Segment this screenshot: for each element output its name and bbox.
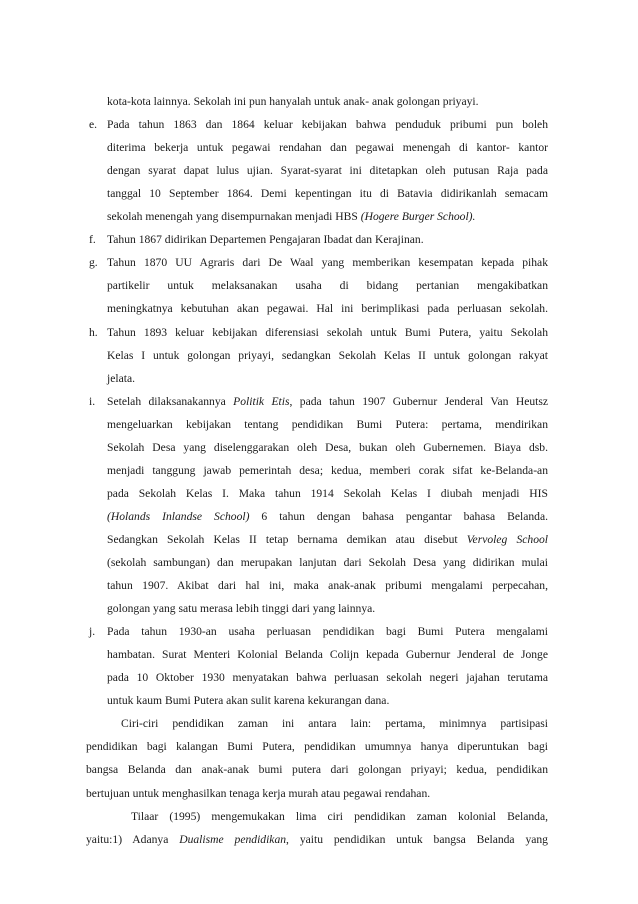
list-item-line [107,211,548,223]
text-run: kota-kota lainnya. Sekolah ini pun hanyalah untuk anak- anak golongan priyayi. [107,95,479,108]
italic-term: Dualisme pendidikan [179,832,287,846]
list-item-line [107,557,548,569]
text-run: untuk kaum Bumi Putera akan sulit karena kekurangan dana. [107,694,390,708]
list-item-line [107,257,548,269]
text-run: (sekolah sambungan) dan merupakan lanjutan dari Sekolah Desa yang didirikan mulai [107,556,548,569]
italic-term: (Hogere Burger School). [360,210,476,224]
text-run: yaitu:1) Adanya [86,832,180,846]
list-item-line [107,488,548,500]
text-run: Tilaar (1995) mengemukakan lima ciri pendidikan zaman kolonial Belanda, [131,809,548,823]
text-run: tanggal 10 September 1864. Demi kepentingan itu di Batavia didirikanlah semacam [107,187,548,201]
text-run: bertujuan untuk menghasilkan tenaga kerja murah atau pegawai rendahan. [86,786,431,800]
list-item-line [107,280,548,292]
text-run: dengan syarat dapat lulus ujian. Syarat-syarat ini ditetapkan oleh putusan Raja pada [107,164,548,178]
list-item-line [107,119,548,131]
text-run: Tahun 1893 keluar kebijakan diferensiasi sekolah untuk Bumi Putera, yaitu Sekolah [107,325,548,339]
list-item-line [107,188,548,200]
text-run: menjadi tanggung jawab pemerintah desa; kedua, memberi corak sifat ke-Belanda-an [107,463,548,477]
list-item-line [107,534,548,546]
list-item-line [107,603,548,615]
list-item-label: h. [89,325,98,339]
text-run: meningkatnya kebutuhan akan pegawai. Hal ini berimplikasi pada perluasan sekolah. [107,302,548,316]
list-item-line [107,695,548,707]
list-item-line [107,419,548,431]
paragraph-line [86,834,548,846]
list-item-line [107,373,548,385]
text-run: pada 10 Oktober 1930 menyatakan bahwa perluasan sekolah negeri jajahan terutama [107,671,548,685]
list-item-line [107,96,548,108]
text-run: diterima bekerja untuk pegawai rendahan dan pegawai menengah di kantor- kantor [107,141,548,155]
text-run: tahun 1907. Akibat dari hal ini, maka anak-anak pribumi mengalami perpecahan, [107,579,548,593]
text-run: Tahun 1867 didirikan Departemen Pengajaran Ibadat dan Kerajinan. [107,233,424,247]
list-item-line [107,465,548,477]
text-run: , pada tahun 1907 Gubernur Jenderal Van Heutsz [289,394,549,408]
paragraph-line [86,764,548,776]
list-item-line [107,234,548,246]
text-run: Tahun 1870 UU Agraris dari De Waal yang memberikan kesempatan kepada pihak [107,256,548,270]
list-item-label: f. [89,233,96,247]
text-run: Ciri-ciri pendidikan zaman ini antara lain: pertama, minimnya partisipasi [121,717,548,731]
text-run: jelata. [107,371,135,385]
italic-term: Vervoleg School [466,532,549,546]
text-run: 6 tahun dengan bahasa pengantar bahasa Belanda. [249,509,548,523]
text-run: hambatan. Surat Menteri Kolonial Belanda Colijn kepada Gubernur Jenderal de Jonge [107,648,548,662]
list-item-line [107,327,548,339]
text-run: pada Sekolah Kelas I. Maka tahun 1914 Sekolah Kelas I diubah menjadi HIS [107,486,548,500]
list-item-line [107,511,548,523]
text-run: Kelas I untuk golongan priyayi, sedangkan Sekolah Kelas II untuk golongan rakyat [107,348,548,362]
text-run: Pada tahun 1930-an usaha perluasan pendidikan bagi Bumi Putera mengalami [107,625,548,639]
paragraph-line [86,788,548,800]
text-run: sekolah menengah yang disempurnakan menjadi HBS [107,210,361,224]
text-run: , yaitu pendidikan untuk bangsa Belanda yang [286,832,548,846]
list-item-line [107,672,548,684]
text-run: Setelah dilaksanakannya [107,394,234,408]
list-item-line [107,303,548,315]
paragraph-line [121,718,548,730]
list-item-line [107,580,548,592]
italic-term: Politik Etis [233,394,290,408]
paragraph-line [86,741,548,753]
list-item-line [107,142,548,154]
list-item-line [107,350,548,362]
list-item-line [107,649,548,661]
list-item-label: j. [89,625,96,639]
list-item-line [107,442,548,454]
paragraph-line [131,811,548,823]
text-run: golongan yang satu merasa lebih tinggi dari yang lainnya. [107,602,376,616]
italic-term: (Holands Inlandse School) [107,509,250,523]
list-item-label: g. [89,256,98,270]
text-run: mengeluarkan kebijakan tentang pendidikan Bumi Putera: pertama, mendirikan [107,417,548,431]
text-run: partikelir untuk melaksanakan usaha di bidang pertanian mengakibatkan [107,279,548,293]
text-run: pendidikan bagi kalangan Bumi Putera, pendidikan umumnya hanya diperuntukan bagi [86,740,548,754]
text-run: Pada tahun 1863 dan 1864 keluar kebijakan bahwa penduduk pribumi pun boleh [107,118,548,132]
list-item-line [107,626,548,638]
text-run: Sekolah Desa yang diselenggarakan oleh Desa, bukan oleh Gubernemen. Biaya dsb. [107,440,548,454]
list-item-line [107,165,548,177]
list-item-label: e. [89,118,98,132]
text-run: bangsa Belanda dan anak-anak bumi putera dari golongan priyayi; kedua, pendidikan [86,763,548,777]
text-run: Sedangkan Sekolah Kelas II tetap bernama demikan atau disebut [107,532,467,546]
list-item-line [107,396,548,408]
list-item-label: i. [89,394,96,408]
